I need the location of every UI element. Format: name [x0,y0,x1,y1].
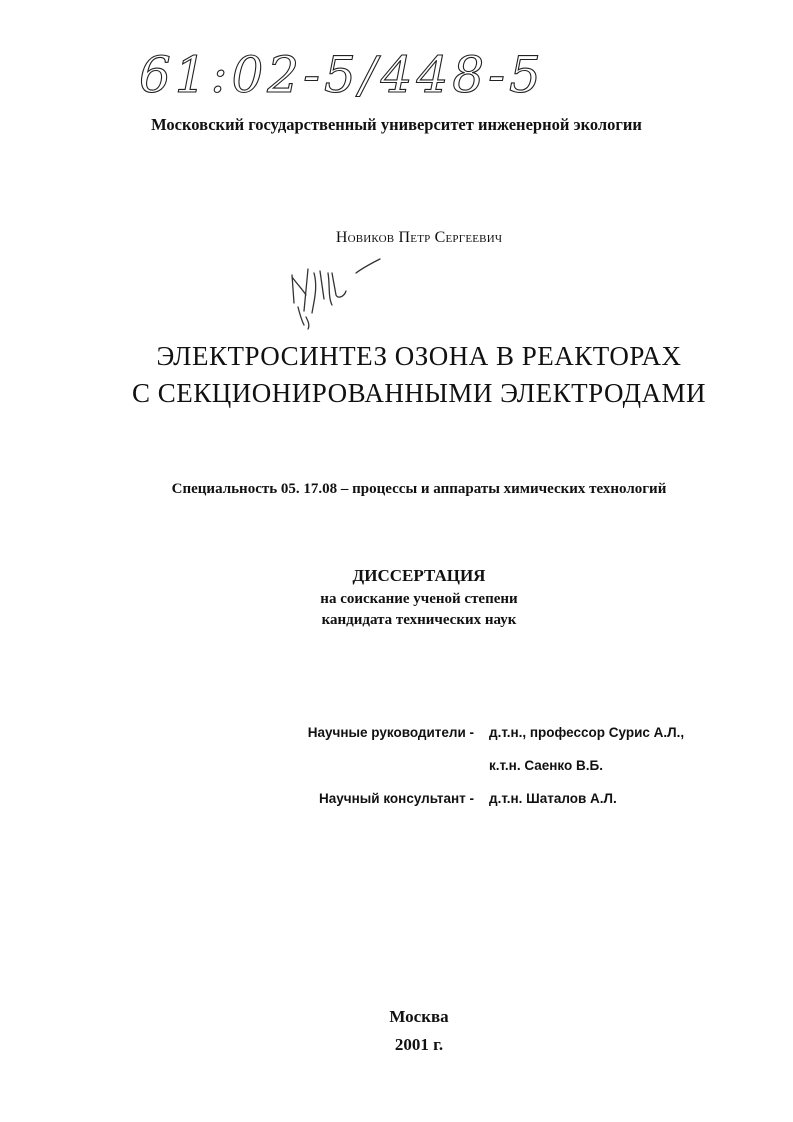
university-name: Московский государственный университет инженерной экологии [151,115,642,134]
supervisors-label: Научные руководители - [307,725,474,740]
degree-line-2: кандидата технических наук [321,612,517,628]
thesis-title-line-1: ЭЛЕКТРОСИНТЕЗ ОЗОНА В РЕАКТОРАХ [156,341,682,371]
dissertation-heading: ДИССЕРТАЦИЯ [352,566,486,585]
degree-line-1: на соискание ученой степени [320,591,518,607]
author-signature [284,255,394,335]
city: Москва [389,1007,449,1026]
supervisor-1: д.т.н., профессор Сурис А.Л., [489,725,685,740]
speciality: Специальность 05. 17.08 – процессы и аппараты химических технологий [171,481,667,497]
year: 2001 г. [394,1035,444,1054]
consultant-name: д.т.н. Шаталов А.Л. [489,791,617,806]
supervisor-2: к.т.н. Саенко В.Б. [489,758,603,773]
svg-text:61:02-5/448-5: 61:02-5/448-5 [139,46,545,104]
handwritten-archive-number [134,30,584,120]
consultant-label: Научный консультант - [319,791,474,806]
author-name: Новиков Петр Сергеевич [335,229,503,246]
thesis-title-line-2: С СЕКЦИОНИРОВАННЫМИ ЭЛЕКТРОДАМИ [131,378,707,408]
